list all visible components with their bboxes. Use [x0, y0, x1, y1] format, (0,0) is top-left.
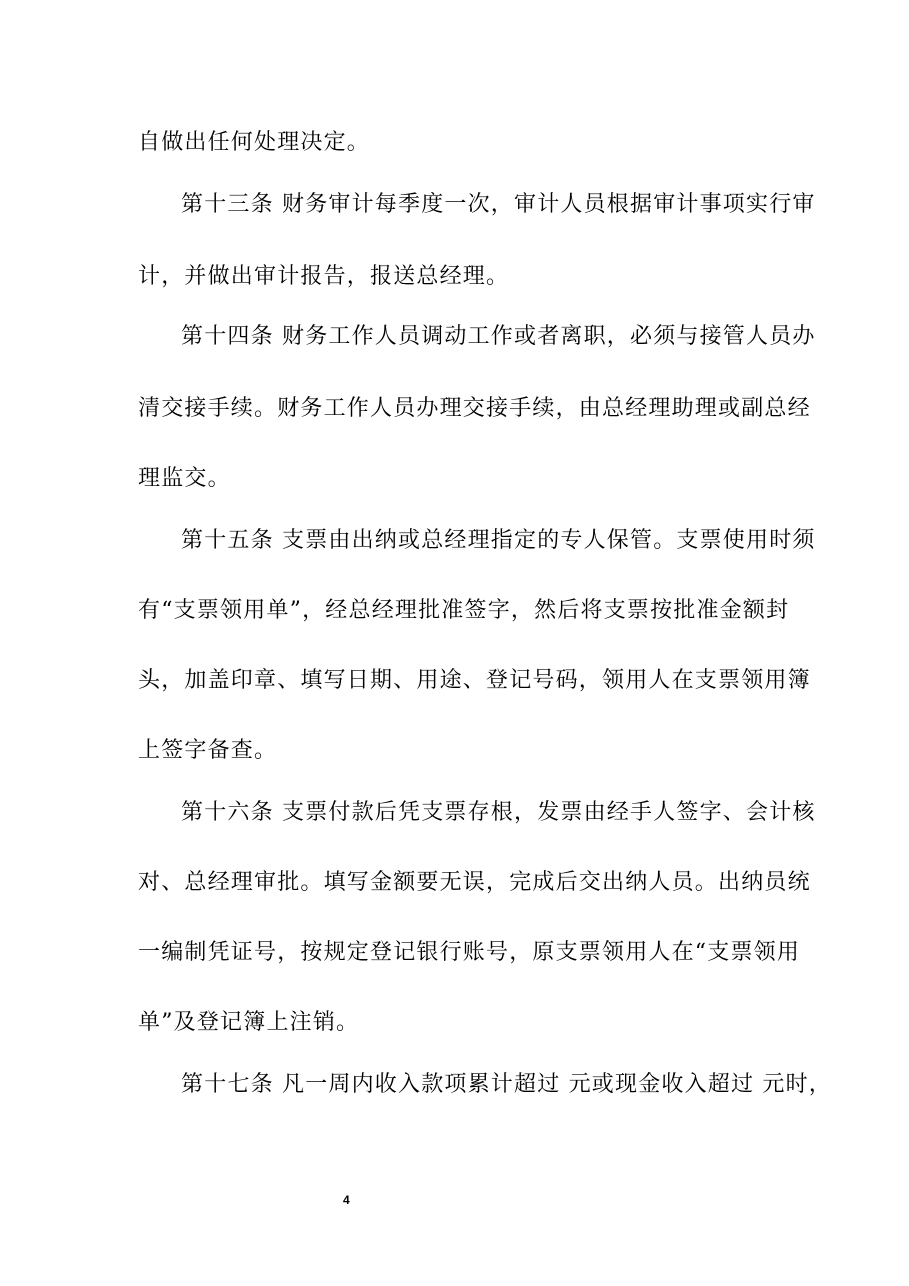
- article-16-line-3: 一编制凭证号，按规定登记银行账号，原支票领用人在“支票领用: [138, 940, 801, 965]
- article-17-line-1: 第十七条 凡一周内收入款项累计超过 元或现金收入超过 元时，: [181, 1072, 832, 1097]
- page-number: 4: [343, 1193, 350, 1207]
- article-13-line-2: 计，并做出审计报告，报送总经理。: [138, 264, 510, 289]
- article-14-line-3: 理监交。: [138, 466, 231, 491]
- article-16-line-4: 单”及登记簿上注销。: [138, 1010, 360, 1035]
- article-15-line-3: 头，加盖印章、填写日期、用途、登记号码，领用人在支票领用簿: [138, 668, 811, 693]
- article-16-line-2: 对、总经理审批。填写金额要无误，完成后交出纳人员。出纳员统: [138, 870, 811, 895]
- article-15-line-4: 上签字备查。: [138, 738, 278, 763]
- article-14-line-1: 第十四条 财务工作人员调动工作或者离职，必须与接管人员办: [181, 324, 816, 349]
- article-13-line-1: 第十三条 财务审计每季度一次，审计人员根据审计事项实行审: [181, 192, 816, 217]
- article-16-line-1: 第十六条 支票付款后凭支票存根，发票由经手人签字、会计核: [181, 800, 816, 825]
- article-14-line-2: 清交接手续。财务工作人员办理交接手续，由总经理助理或副总经: [138, 396, 811, 421]
- text-line-1: 自做出任何处理决定。: [138, 130, 371, 155]
- article-15-line-2: 有“支票领用单”，经总经理批准签字，然后将支票按批准金额封: [138, 598, 790, 623]
- article-15-line-1: 第十五条 支票由出纳或总经理指定的专人保管。支票使用时须: [181, 528, 816, 553]
